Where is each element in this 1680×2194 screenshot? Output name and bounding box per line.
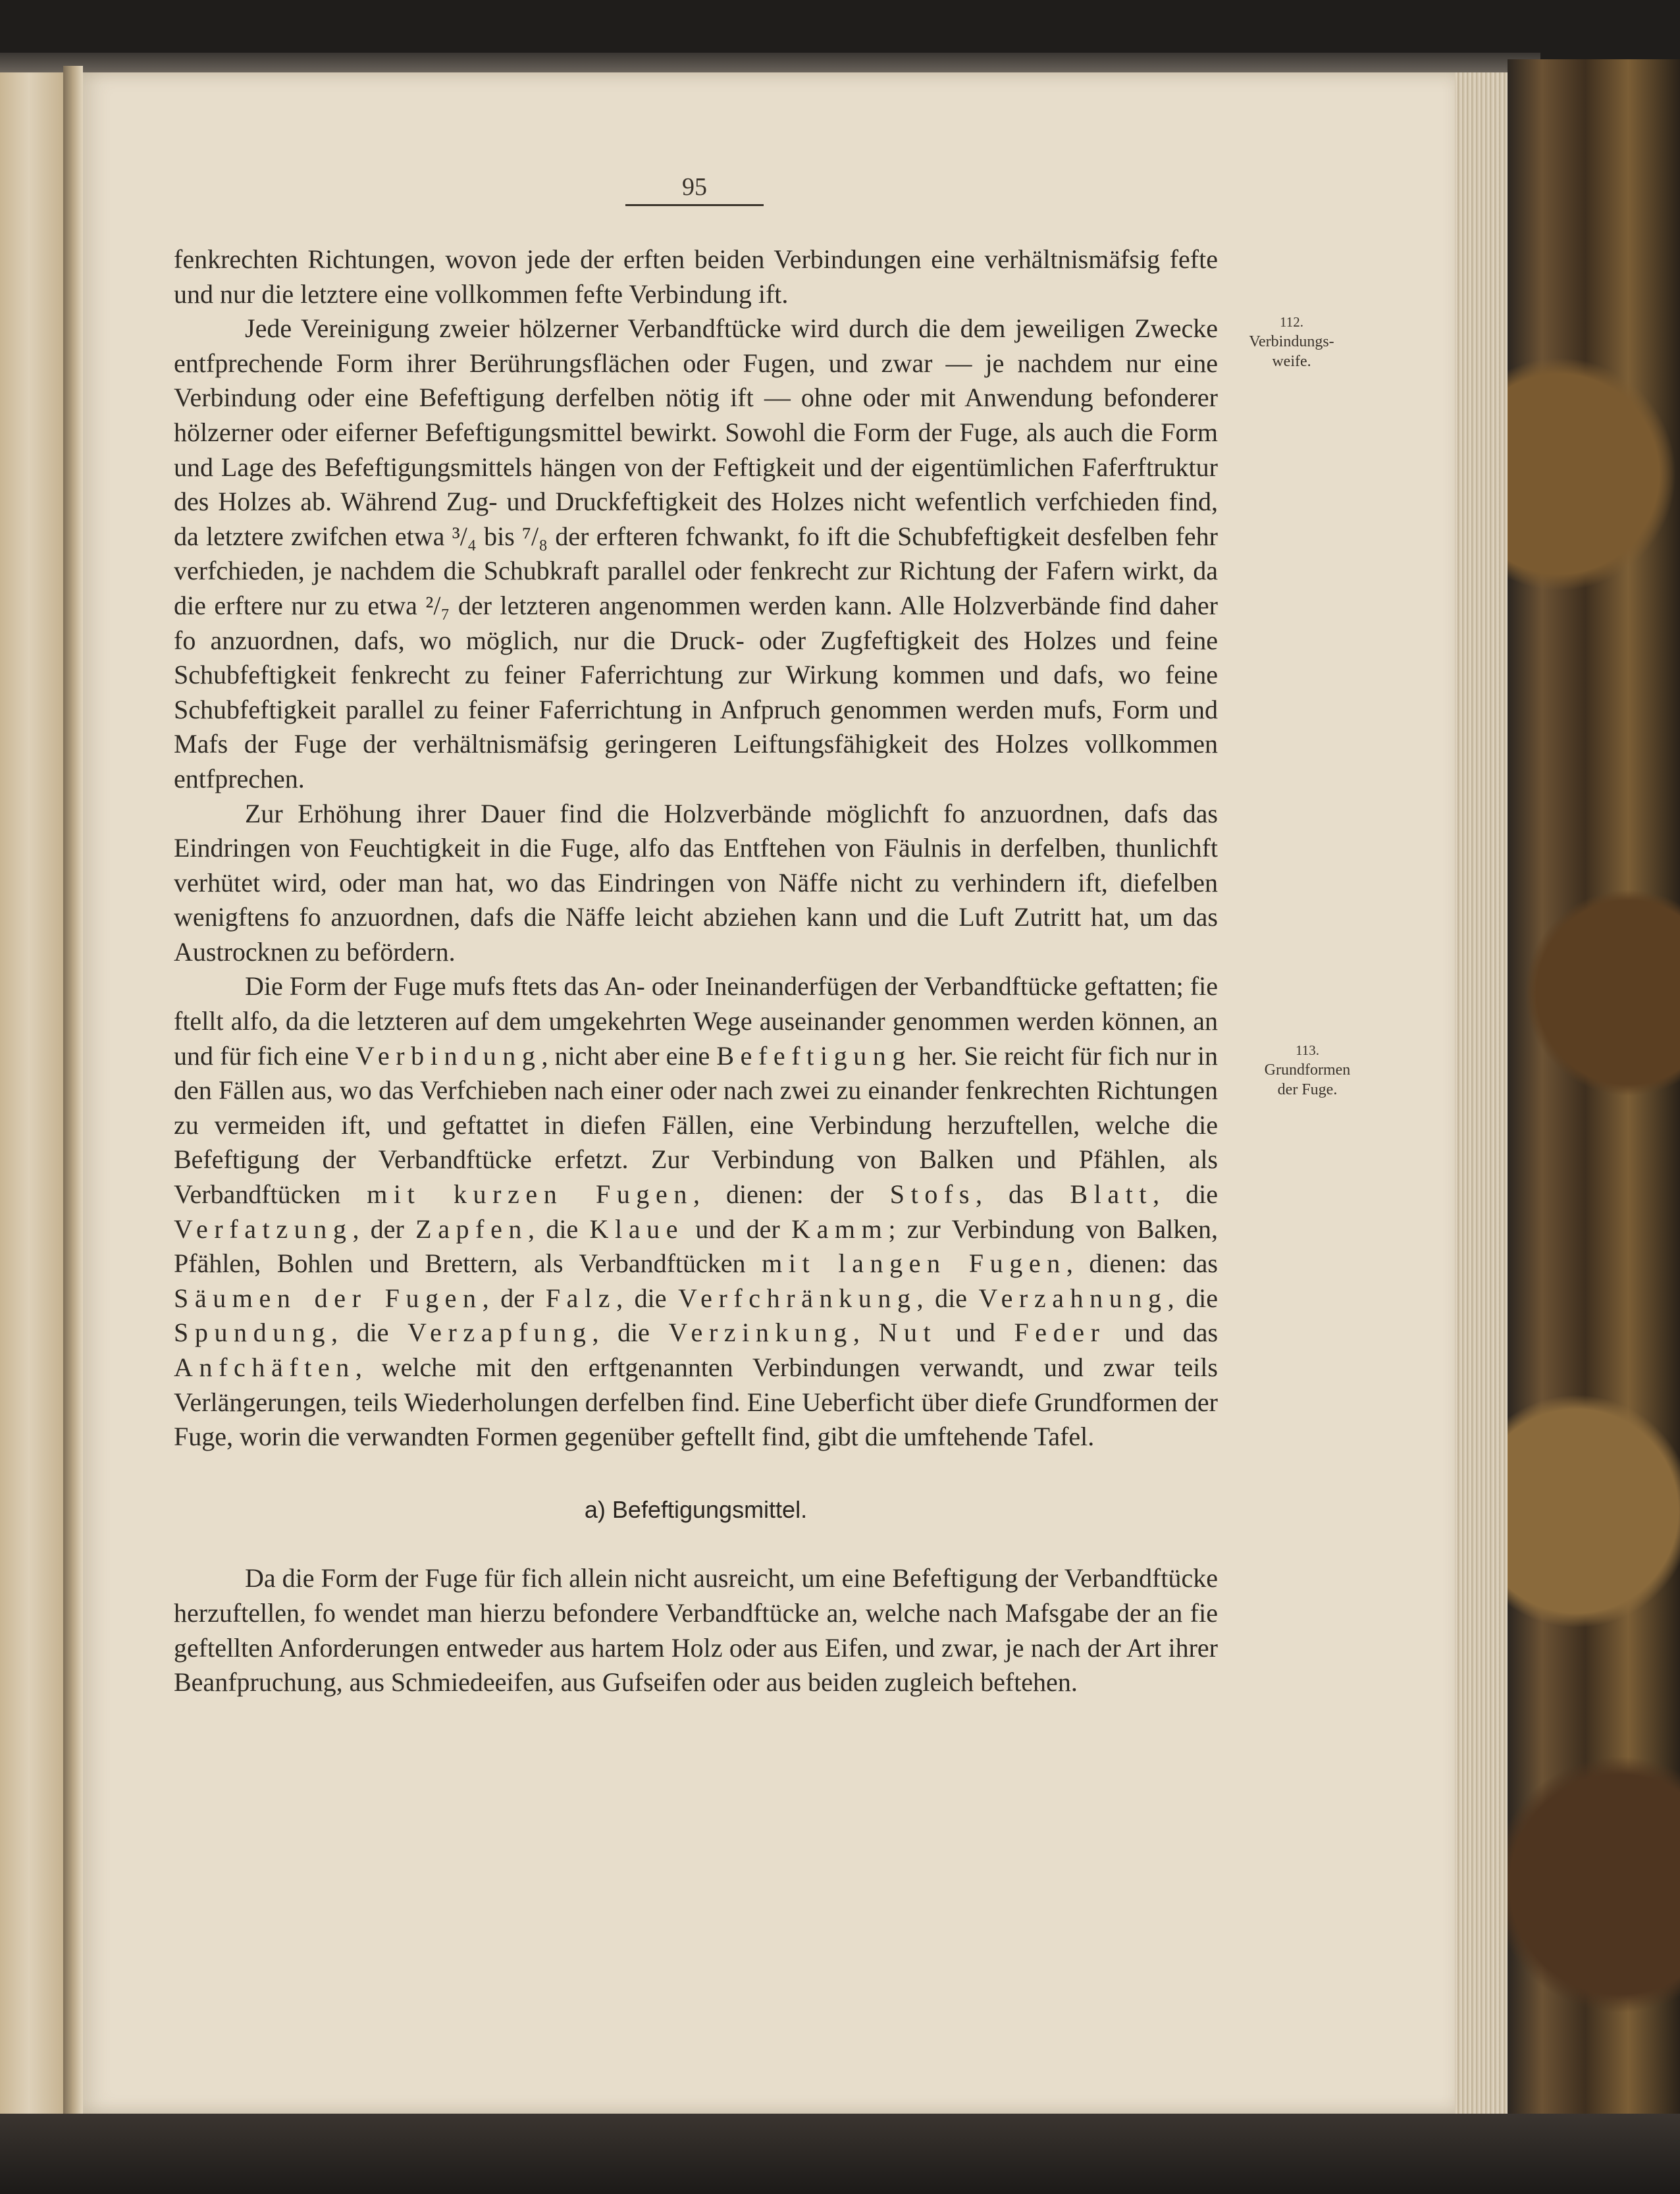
spaced-term: mit kurzen Fugen	[367, 1179, 693, 1210]
text-run: und	[937, 1318, 1014, 1348]
text-run: ,	[853, 1318, 879, 1348]
margin-note-line: der Fuge.	[1277, 1081, 1338, 1098]
spaced-term: Blatt	[1070, 1179, 1153, 1210]
background-bottom	[0, 2114, 1680, 2194]
spaced-term: Kamm	[791, 1214, 889, 1244]
spaced-term: Falz	[545, 1283, 617, 1313]
text-run: und der	[684, 1214, 792, 1244]
spaced-term: Stofs	[889, 1179, 976, 1210]
text-run: , die	[616, 1283, 679, 1313]
spaced-term: mit langen Fugen	[762, 1248, 1066, 1279]
text-run: , die	[592, 1318, 669, 1348]
spaced-term: Klaue	[589, 1214, 685, 1244]
text-run: , das	[976, 1179, 1070, 1210]
text-run: , dienen: das	[1066, 1248, 1218, 1279]
page-number: 95	[625, 173, 764, 206]
text-run: ; zur Verbindung von Balken, Pfählen, Bohlen und Brettern, als Verbandftücken	[174, 1214, 1219, 1279]
spaced-term: Anfchäften	[174, 1352, 355, 1382]
text-run: Die Form der Fuge mufs ftets das An- oder Ineinanderfügen der Verbandftücke geftatten; fie ftellt alfo, da die letzteren auf dem umgekehrten Wege auseinander genommen werden können, an und für fich eine	[174, 971, 1218, 1071]
spaced-term: Verfchränkung	[678, 1283, 917, 1313]
margin-note-line: weife.	[1272, 353, 1311, 370]
text-run: , nicht aber eine	[541, 1040, 717, 1071]
paragraph-4	[174, 969, 1218, 1454]
text-run: , die	[916, 1283, 979, 1313]
spaced-term: Verzahnung	[978, 1283, 1168, 1313]
spaced-term: Verzapfung	[407, 1318, 592, 1348]
paragraph-3: Zur Erhöhung ihrer Dauer find die Holzverbände möglichft fo anzuordnen, dafs das Eindringen von Feuchtigkeit in die Fuge, alfo das Entftehen von Fäulnis in derfelben, thunlichft verhütet wird, oder man hat, wo das Eindringen von Näffe nicht zu verhindern ift, diefelben wenigftens fo anzuordnen, dafs die Näffe leicht abziehen kann und die Luft Zutritt hat, um das Austrocknen zu befördern.	[174, 798, 1218, 967]
marbled-cover	[1508, 59, 1680, 2133]
spaced-term: Spundung	[174, 1318, 332, 1348]
left-page-edge	[0, 72, 72, 2120]
spaced-term: Nut	[878, 1318, 937, 1348]
paragraph-5: Da die Form der Fuge für fich allein nicht ausreicht, um eine Befeftigung der Verbandftücke herzuftellen, fo wendet man hierzu befondere Verbandftücke an, welche nach Mafsgabe der an fie geftellten Anforderungen entweder aus hartem Holz oder aus Eifen, und zwar, je nach der Art ihrer Beanfpruchung, aus Schmiedeeifen, aus Gufseifen oder aus beiden zugleich beftehen.	[174, 1563, 1218, 1698]
text-run: , die	[1167, 1283, 1218, 1313]
spaced-term: Säumen der Fugen	[174, 1283, 483, 1313]
spaced-term: Verzinkung	[668, 1318, 853, 1348]
text-run: , der	[352, 1214, 416, 1244]
margin-note-112	[1226, 312, 1357, 371]
page-stack-edge	[1455, 72, 1514, 2114]
spaced-term: Verfatzung	[174, 1214, 353, 1244]
spaced-term: Befeftigung	[716, 1040, 912, 1071]
margin-note-number: 112.	[1280, 314, 1303, 330]
margin-note-line: Grundformen	[1264, 1061, 1351, 1079]
text-run: , die	[1153, 1179, 1218, 1210]
margin-note-113	[1242, 1040, 1373, 1100]
text-run: , die	[331, 1318, 408, 1348]
paragraph-1: fenkrechten Richtungen, wovon jede der erften beiden Verbindungen eine verhältnismäfsig fefte und nur die letztere eine vollkommen fefte Verbindung ift.	[174, 244, 1218, 309]
book-gutter	[63, 66, 83, 2127]
body-text	[174, 242, 1218, 1700]
spaced-term: Verbindung	[355, 1040, 542, 1071]
paragraph-2: Jede Vereinigung zweier hölzerner Verbandftücke wird durch die dem jeweiligen Zwecke entfprechende Form ihrer Berührungsflächen oder Fugen, und zwar — je nachdem nur eine Verbindung oder eine Befeftigung derfelben nötig ift — ohne oder mit Anwendung befonderer hölzerner oder eiferner Befeftigungsmittel bewirkt. Sowohl die Form der Fuge, als auch die Form und Lage des Befeftigungsmittels hängen von der Feftigkeit und der eigentümlichen Faferftruktur des Holzes ab. Während Zug- und Druckfeftigkeit des Holzes nicht wefentlich verfchieden find, da letztere zwifchen etwa ³/₄ bis ⁷/₈ der erfteren fchwankt, fo ift die Schubfeftigkeit desfelben fehr verfchieden, je nachdem die Schubkraft parallel oder fenkrecht zur Richtung der Fafern wirkt, da die erftere nur zu etwa ²/₇ der letzteren angenommen werden kann. Alle Holzverbände find daher fo anzuordnen, dafs, wo möglich, nur die Druck- oder Zugfeftigkeit des Holzes und feine Schubfeftigkeit fenkrecht zu feiner Faferrichtung zur Wirkung kommen und dafs, wo feine Schubfeftigkeit parallel zu feiner Faferrichtung in Anfpruch genommen werden mufs, Form und Mafs der Fuge der verhältnismäfsig geringeren Leiftungsfähigkeit des Holzes vollkommen entfprechen.	[174, 313, 1218, 793]
margin-note-line: Verbindungs-	[1249, 333, 1334, 350]
spaced-term: Zapfen	[415, 1214, 529, 1244]
text-run: , dienen: der	[693, 1179, 890, 1210]
text-run: her. Sie reicht für fich nur in den Fällen aus, wo das Verfchieben nach einer oder nach zwei zu einander fenkrechten Richtungen zu vermeiden ift, und geftattet in diefen Fällen, eine Verbindung herzuftellen, welche die Befeftigung der Verbandftücke erfetzt. Zur Verbindung von Balken und Pfählen, als Verbandftücken	[174, 1040, 1219, 1210]
spaced-term: Feder	[1014, 1318, 1106, 1348]
section-heading: a) Befeftigungsmittel.	[584, 1495, 808, 1523]
margin-note-number: 113.	[1296, 1042, 1319, 1058]
text-run: und das	[1105, 1318, 1219, 1348]
text-run: , welche mit den erftgenannten Verbindungen verwandt, und zwar teils Verlängerungen, teils Wiederholungen derfelben find. Eine Ueberficht über diefe Grundformen der Fuge, worin die verwandten Formen gegenüber geftellt find, gibt die umftehende Tafel.	[174, 1352, 1218, 1452]
text-run: , die	[528, 1214, 590, 1244]
text-run: , der	[482, 1283, 546, 1313]
